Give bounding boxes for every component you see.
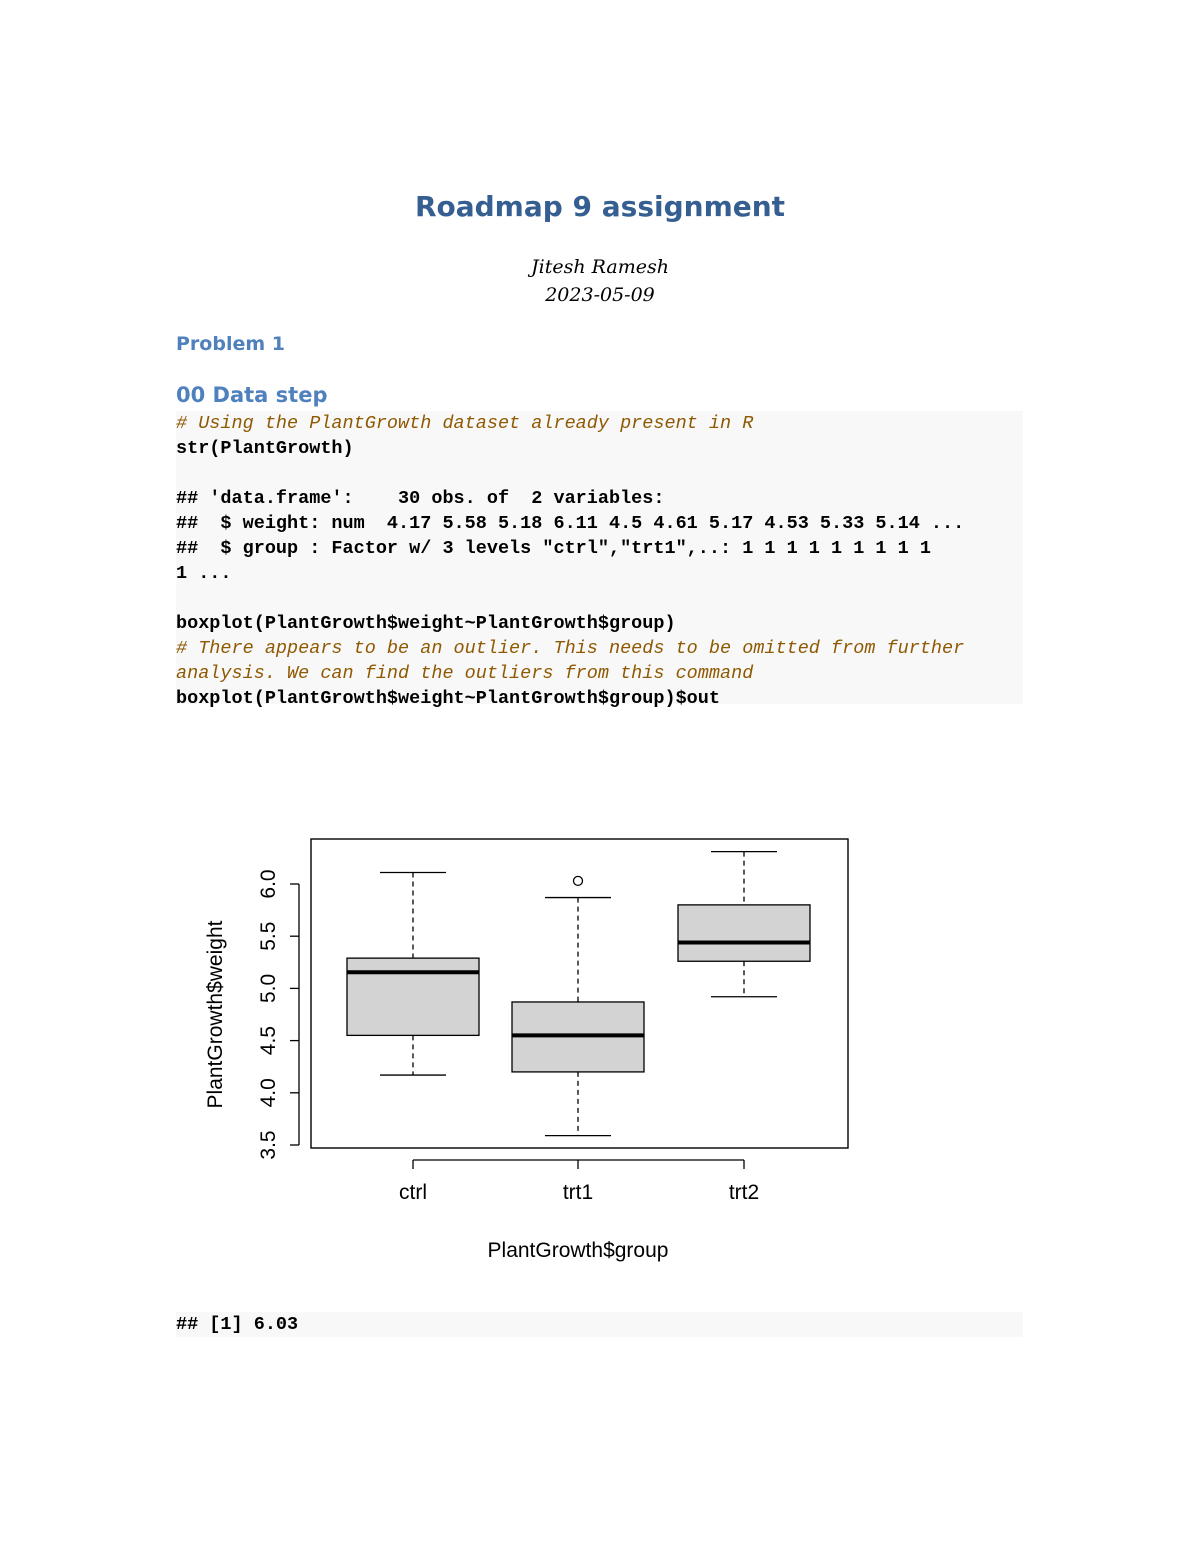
- code-line-code: boxplot(PlantGrowth$weight~PlantGrowth$group)$out: [176, 688, 720, 709]
- y-tick-label: 5.0: [257, 973, 280, 1004]
- x-tick-label-trt1: trt1: [562, 1181, 594, 1204]
- code-line-comment: analysis. We can find the outliers from this command: [176, 663, 754, 684]
- heading-data-step: 00 Data step: [176, 383, 328, 407]
- code-line-output: ## $ weight: num 4.17 5.58 5.18 6.11 4.5 4.61 5.17 4.53 5.33 5.14 ...: [176, 513, 965, 534]
- doc-title: Roadmap 9 assignment: [414, 190, 786, 223]
- x-tick-label-trt2: trt2: [728, 1181, 760, 1204]
- box-ctrl: [347, 958, 479, 1035]
- code-line-blank: [176, 461, 1023, 486]
- code-line-comment: # Using the PlantGrowth dataset already present in R: [176, 413, 754, 434]
- y-tick-label: 5.5: [257, 921, 280, 951]
- doc-author: Jitesh Ramesh: [531, 256, 669, 278]
- y-axis-title: PlantGrowth$weight: [204, 920, 227, 1109]
- x-axis-title: PlantGrowth$group: [487, 1239, 669, 1262]
- code-block-1: [176, 411, 1023, 709]
- code-line-code: boxplot(PlantGrowth$weight~PlantGrowth$group): [176, 613, 676, 634]
- doc-date: 2023-05-09: [545, 284, 655, 306]
- code-line-output: ## 'data.frame': 30 obs. of 2 variables:: [176, 488, 665, 509]
- code-line-comment: # There appears to be an outlier. This needs to be omitted from further: [176, 638, 965, 659]
- box-trt2: [678, 905, 810, 961]
- outlier-trt1: [574, 876, 583, 885]
- boxplot-chart: [176, 810, 876, 1280]
- x-tick-label-ctrl: ctrl: [399, 1181, 427, 1204]
- y-tick-label: 4.5: [257, 1025, 280, 1056]
- code-line-output: ## $ group : Factor w/ 3 levels "ctrl","trt1",..: 1 1 1 1 1 1 1 1 1: [176, 538, 931, 559]
- code-line-code: str(PlantGrowth): [176, 438, 354, 459]
- code-line-blank: [176, 586, 1023, 611]
- code-line-output: 1 ...: [176, 563, 232, 584]
- y-tick-label: 4.0: [257, 1078, 280, 1108]
- code-line-output: ## [1] 6.03: [176, 1314, 299, 1335]
- code-block-2: [176, 1312, 1023, 1337]
- heading-problem: Problem 1: [176, 333, 285, 355]
- y-tick-label: 6.0: [257, 869, 280, 899]
- y-tick-label: 3.5: [257, 1130, 280, 1160]
